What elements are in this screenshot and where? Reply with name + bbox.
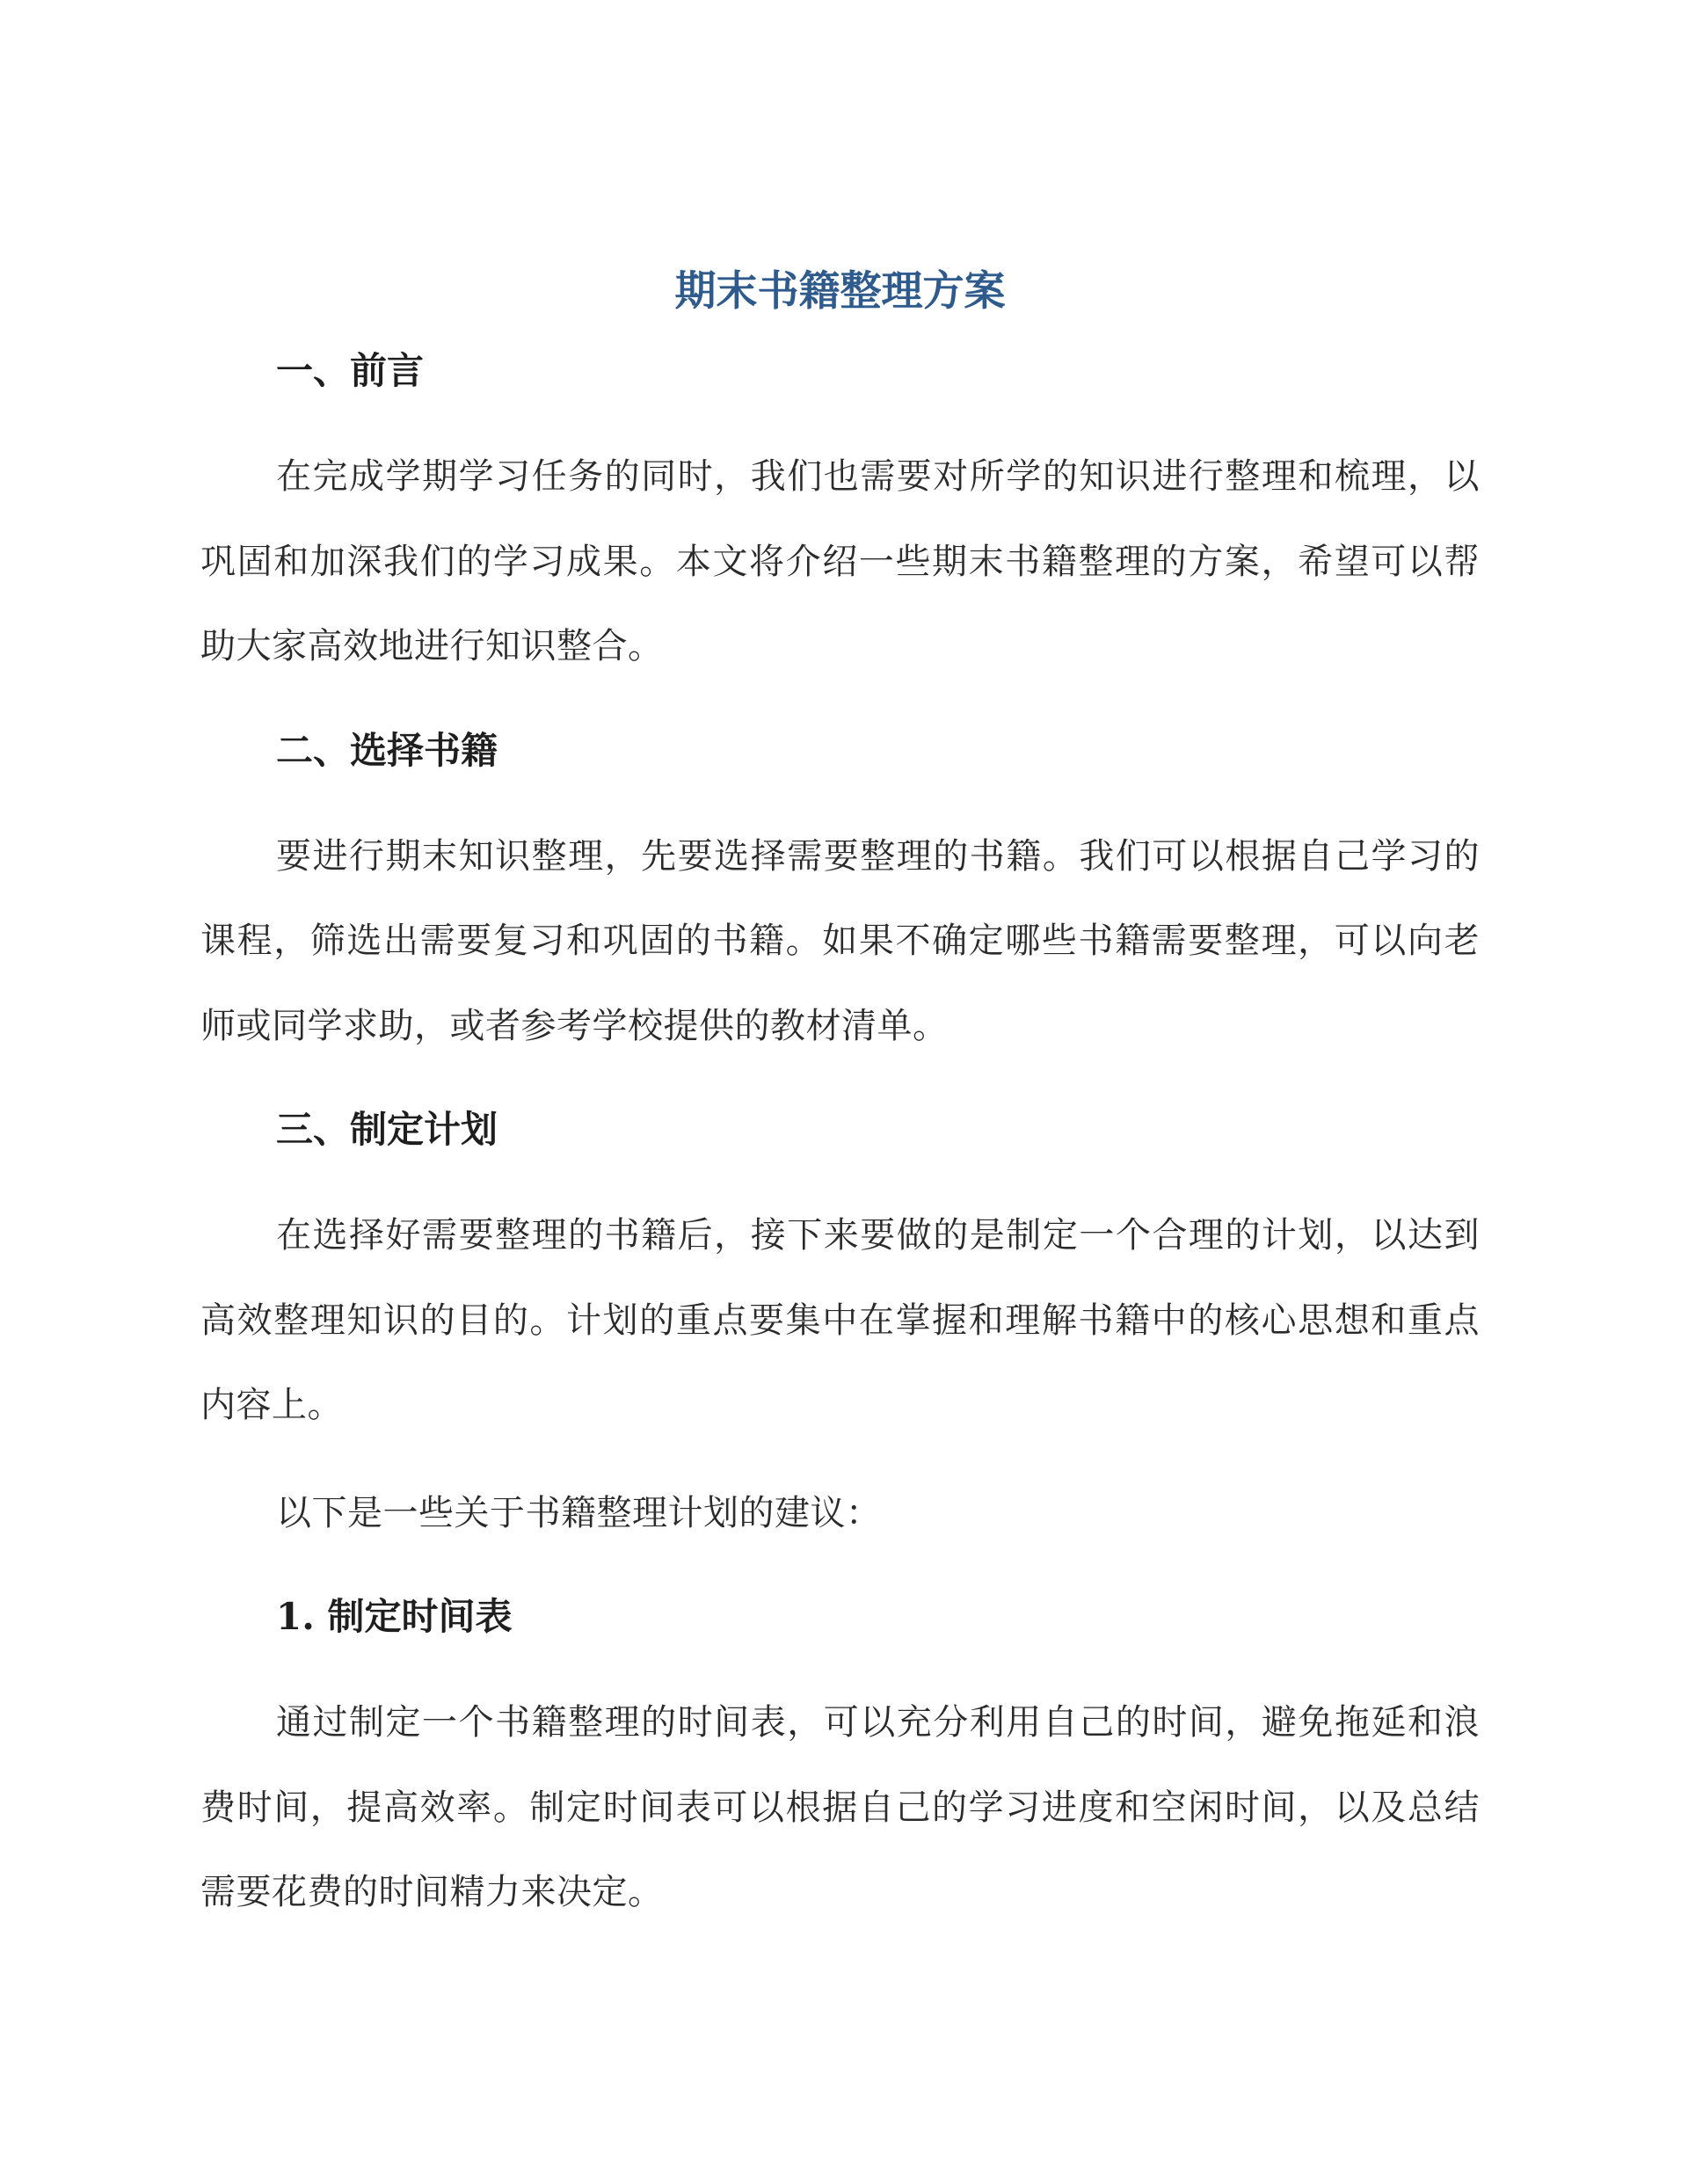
section-heading-timetable: 1. 制定时间表 [276,1595,513,1638]
section-paragraph-choose-books: 要进行期末知识整理，先要选择需要整理的书籍。我们可以根据自己学习的课程，筛选出需要复习和巩固的书籍。如果不确定哪些书籍需要整理，可以向老师或同学求助，或者参考学校提供的教材清单。 [200,835,1480,1046]
spacer [200,793,1480,814]
spacer [200,1659,1480,1680]
spacer [200,1448,1480,1471]
section-paragraph-preface: 在完成学期学习任务的同时，我们也需要对所学的知识进行整理和梳理，以巩固和加深我们的学习成果。本文将介绍一些期末书籍整理的方案，希望可以帮助大家高效地进行知识整合。 [200,456,1480,666]
spacer [200,1068,1480,1088]
section-heading-choose-books: 二、选择书籍 [276,728,498,772]
spacer [200,1172,1480,1193]
spacer [200,689,1480,709]
section-paragraph-timetable: 通过制定一个书籍整理的时间表，可以充分利用自己的时间，避免拖延和浪费时间，提高效率。制定时间表可以根据自己的学习进度和空闲时间，以及总结需要花费的时间精力来决定。 [200,1702,1480,1912]
section-paragraph-make-plan: 在选择好需要整理的书籍后，接下来要做的是制定一个合理的计划，以达到高效整理知识的目的。计划的重点要集中在掌握和理解书籍中的核心思想和重点内容上。 [200,1215,1480,1425]
document-title: 期末书籍整理方案 [674,267,1006,316]
spacer [200,413,1480,434]
document-body [200,255,1480,1935]
spacer [200,1555,1480,1575]
section-heading-preface: 一、前言 [276,349,425,392]
section-paragraph-plan-suggestions: 以下是一些关于书籍整理计划的建议： [276,1492,882,1533]
section-heading-make-plan: 三、制定计划 [276,1108,498,1151]
